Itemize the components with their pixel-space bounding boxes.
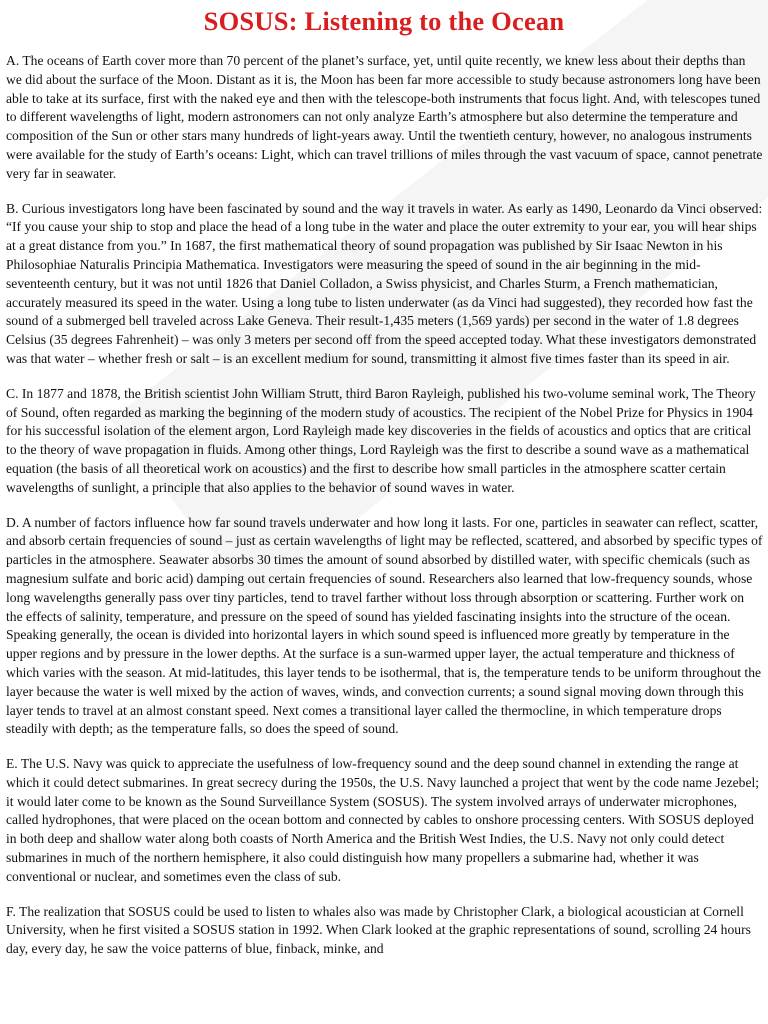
article-body bbox=[6, 52, 763, 975]
paragraph-f: F. The realization that SOSUS could be used to listen to whales also was made by Christopher Clark, a biological acoustician at Cornell University, when he first visited a SOSUS station in 1992. When Clark looked at the graphic representations of sound, scrolling 24 hours day, every day, he saw the voice patterns of blue, finback, minke, and bbox=[6, 903, 751, 957]
page-title: SOSUS: Listening to the Ocean bbox=[203, 6, 565, 36]
paragraph-a: A. The oceans of Earth cover more than 70 percent of the planet’s surface, yet, until quite recently, we knew less about their depths than we did about the surface of the Moon. Distant as it is, the Moon has been far more accessible to study because astronomers long have been able to take at its surface, first with the naked eye and then with the telescope-both instruments that focus light. And, with telescopes tuned to different wavelengths of light, modern astronomers can not only analyze Earth’s atmosphere but also determine the temperature and composition of the Sun or other stars many hundreds of light-years away. Until the twentieth century, however, no analogous instruments were available for the study of Earth’s oceans: Light, which can travel trillions of miles through the vast vacuum of space, cannot penetrate very far in seawater. bbox=[6, 53, 763, 181]
paragraph-d: D. A number of factors influence how far sound travels underwater and how long it lasts. For one, particles in seawater can reflect, scatter, and absorb certain frequencies of sound – just as certain wavelengths of light may be reflected, scattered, and absorbed by specific types of particles in the atmosphere. Seawater absorbs 30 times the amount of sound absorbed by distilled water, with specific chemicals (such as magnesium sulfate and boric acid) damping out certain frequencies of sound. Researchers also learned that low-frequency sounds, whose long wavelengths generally pass over tiny particles, tend to travel farther without loss through absorption or scattering. Further work on the effects of salinity, temperature, and pressure on the speed of sound has yielded fascinating insights into the structure of the ocean. Speaking generally, the ocean is divided into horizontal layers in which sound speed is influenced more greatly by temperature in the upper regions and by pressure in the lower depths. At the surface is a sun-warmed upper layer, the actual temperature and thickness of which varies with the season. At mid-latitudes, this layer tends to be isothermal, that is, the temperature tends to be uniform throughout the layer because the water is well mixed by the action of waves, winds, and convection currents; a sound signal moving down through this layer tends to travel at an almost constant speed. Next comes a transitional layer called the thermocline, in which temperature drops steadily with depth; as the temperature falls, so does the speed of sound. bbox=[6, 514, 763, 737]
paragraph-c: C. In 1877 and 1878, the British scientist John William Strutt, third Baron Rayleigh, published his two-volume seminal work, The Theory of Sound, often regarded as marking the beginning of the modern study of acoustics. The recipient of the Nobel Prize for Physics in 1904 for his successful isolation of the element argon, Lord Rayleigh made key discoveries in the fields of acoustics and optics that are critical to the theory of wave propagation in fluids. Among other things, Lord Rayleigh was the first to describe a sound wave as a mathematical equation (the basis of all theoretical work on acoustics) and the first to describe how small particles in the atmosphere scatter certain wavelengths of sunlight, a principle that also applies to the behavior of sound waves in water. bbox=[6, 385, 756, 495]
paragraph-e: E. The U.S. Navy was quick to appreciate the usefulness of low-frequency sound and the deep sound channel in extending the range at which it could detect submarines. In great secrecy during the 1950s, the U.S. Navy launched a project that went by the code name Jezebel; it would later come to be known as the Sound Surveillance System (SOSUS). The system involved arrays of underwater microphones, called hydrophones, that were placed on the ocean bottom and connected by cables to onshore processing centers. With SOSUS deployed in both deep and shallow water along both coasts of North America and the British West Indies, the U.S. Navy not only could detect submarines in much of the northern hemisphere, it also could distinguish how many propellers a submarine had, whether it was conventional or nuclear, and sometimes even the class of sub. bbox=[6, 756, 760, 884]
paragraph-b: B. Curious investigators long have been fascinated by sound and the way it travels in water. As early as 1490, Leonardo da Vinci observed: “If you cause your ship to stop and place the head of a long tube in the water and place the outer extremity to your ear, you will hear ships at a great distance from you.” In 1687, the first mathematical theory of sound propagation was published by Sir Isaac Newton in his Philosophiae Naturalis Principia Mathematica. Investigators were measuring the speed of sound in the air beginning in the mid-seventeenth century, but it was not until 1826 that Daniel Colladon, a Swiss physicist, and Charles Sturm, a French mathematician, accurately measured its speed in the water. Using a long tube to listen underwater (as da Vinci had suggested), they recorded how fast the sound of a submerged bell traveled across Lake Geneva. Their result-1,435 meters (1,569 yards) per second in the water of 1.8 degrees Celsius (35 degrees Fahrenheit) – was only 3 meters per second off from the speed accepted today. What these investigators demonstrated was that water – whether fresh or salt – is an excellent medium for sound, transmitting it almost five times faster than its speed in air. bbox=[6, 200, 763, 366]
